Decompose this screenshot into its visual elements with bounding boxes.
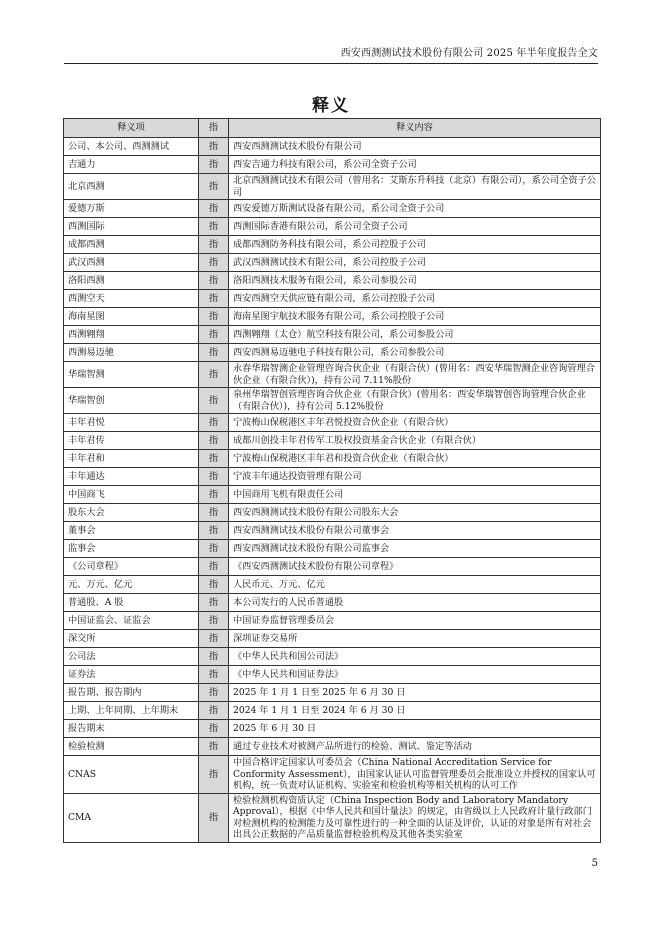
- table-row: [64, 522, 601, 540]
- definitions-table: [63, 118, 601, 843]
- zhi-cell: 指: [199, 720, 229, 738]
- table-row: [64, 540, 601, 558]
- term-cell: 《公司章程》: [64, 558, 199, 576]
- definition-cell: 《西安西测测试技术股份有限公司章程》: [229, 558, 601, 576]
- zhi-cell: 指: [199, 612, 229, 630]
- definition-cell: 西安吉通力科技有限公司，系公司全资子公司: [229, 156, 601, 174]
- term-cell: CMA: [64, 793, 199, 842]
- term-cell: 元、万元、亿元: [64, 576, 199, 594]
- definition-cell: 西安爱德万斯测试设备有限公司，系公司全资子公司: [229, 200, 601, 218]
- definition-cell: 宁波丰年通达投资管理有限公司: [229, 468, 601, 486]
- definition-cell: 中国证券监督管理委员会: [229, 612, 601, 630]
- zhi-cell: 指: [199, 432, 229, 450]
- definition-cell: 西安西测测试技术股份有限公司监事会: [229, 540, 601, 558]
- definition-cell: 海南星图宇航技术服务有限公司，系公司控股子公司: [229, 308, 601, 326]
- definition-cell: 永春华瑞智测企业管理咨询合伙企业（有限合伙）(曾用名：西安华瑞智测企业咨询管理合伙企业（有限合伙）)，持有公司 7.11%股份: [229, 362, 601, 388]
- term-cell: 丰年通达: [64, 468, 199, 486]
- table-row: [64, 648, 601, 666]
- zhi-cell: 指: [199, 576, 229, 594]
- table-row: [64, 702, 601, 720]
- term-cell: 监事会: [64, 540, 199, 558]
- term-cell: 报告期末: [64, 720, 199, 738]
- definition-cell: 成都川创投丰年君传军工股权投资基金合伙企业（有限合伙）: [229, 432, 601, 450]
- term-cell: 西测翱翔: [64, 326, 199, 344]
- definition-cell: 西测国际香港有限公司，系公司全资子公司: [229, 218, 601, 236]
- table-row: [64, 594, 601, 612]
- page-title: 释义: [312, 96, 350, 116]
- definition-cell: 洛阳西测技术服务有限公司，系公司参股公司: [229, 272, 601, 290]
- table-row: [64, 218, 601, 236]
- term-cell: 海南星图: [64, 308, 199, 326]
- zhi-cell: 指: [199, 666, 229, 684]
- zhi-cell: 指: [199, 702, 229, 720]
- zhi-cell: 指: [199, 272, 229, 290]
- zhi-cell: 指: [199, 254, 229, 272]
- definition-cell: 2025 年 6 月 30 日: [229, 720, 601, 738]
- column-header-term: 释义项: [64, 119, 199, 138]
- zhi-cell: 指: [199, 594, 229, 612]
- definition-cell: 宁波梅山保税港区丰年君和投资合伙企业（有限合伙）: [229, 450, 601, 468]
- report-header: 西安西测测试技术股份有限公司 2025 年半年度报告全文: [340, 48, 598, 59]
- term-cell: 爱德万斯: [64, 200, 199, 218]
- column-header-definition: 释义内容: [229, 119, 601, 138]
- term-cell: 公司法: [64, 648, 199, 666]
- table-row: [64, 138, 601, 156]
- term-cell: 西测易迈驰: [64, 344, 199, 362]
- table-row: [64, 450, 601, 468]
- definition-cell: 深圳证券交易所: [229, 630, 601, 648]
- definition-cell: 中国商用飞机有限责任公司: [229, 486, 601, 504]
- table-row: [64, 666, 601, 684]
- table-row: [64, 308, 601, 326]
- table-row: [64, 432, 601, 450]
- term-cell: 检验检测: [64, 738, 199, 756]
- term-cell: 公司、本公司、西测测试: [64, 138, 199, 156]
- table-row: [64, 200, 601, 218]
- table-row: [64, 738, 601, 756]
- definition-cell: 本公司发行的人民币普通股: [229, 594, 601, 612]
- term-cell: 丰年君传: [64, 432, 199, 450]
- column-header-zhi: 指: [199, 119, 229, 138]
- zhi-cell: 指: [199, 468, 229, 486]
- table-row: [64, 504, 601, 522]
- term-cell: 武汉西测: [64, 254, 199, 272]
- table-row: [64, 468, 601, 486]
- table-row: [64, 558, 601, 576]
- term-cell: 成都西测: [64, 236, 199, 254]
- zhi-cell: 指: [199, 236, 229, 254]
- zhi-cell: 指: [199, 522, 229, 540]
- term-cell: 普通股、A 股: [64, 594, 199, 612]
- definition-cell: 成都西测防务科技有限公司，系公司控股子公司: [229, 236, 601, 254]
- zhi-cell: 指: [199, 218, 229, 236]
- term-cell: 深交所: [64, 630, 199, 648]
- definition-cell: 2024 年 1 月 1 日至 2024 年 6 月 30 日: [229, 702, 601, 720]
- term-cell: 西测空天: [64, 290, 199, 308]
- zhi-cell: 指: [199, 756, 229, 794]
- table-row: [64, 344, 601, 362]
- term-cell: 西测国际: [64, 218, 199, 236]
- term-cell: 北京西测: [64, 174, 199, 200]
- zhi-cell: 指: [199, 362, 229, 388]
- zhi-cell: 指: [199, 738, 229, 756]
- definition-cell: 西安西测测试技术股份有限公司: [229, 138, 601, 156]
- table-row: [64, 156, 601, 174]
- table-row: [64, 236, 601, 254]
- table-row: [64, 326, 601, 344]
- zhi-cell: 指: [199, 450, 229, 468]
- term-cell: CNAS: [64, 756, 199, 794]
- definition-cell: 通过专业技术对被测产品所进行的检验、测试、鉴定等活动: [229, 738, 601, 756]
- definition-cell: 中国合格评定国家认可委员会（China National Accreditation Service for Conformity Assessment），由国家认证认可监督管理委员会批准设立并授权的国家认可机构，统一负责对认证机构、实验室和检验机构等相关机构的认可工作: [229, 756, 601, 794]
- header-divider: [64, 63, 598, 64]
- zhi-cell: 指: [199, 308, 229, 326]
- zhi-cell: 指: [199, 648, 229, 666]
- definition-cell: 人民币元、万元、亿元: [229, 576, 601, 594]
- term-cell: 丰年君悦: [64, 414, 199, 432]
- zhi-cell: 指: [199, 200, 229, 218]
- term-cell: 吉通力: [64, 156, 199, 174]
- table-row: [64, 756, 601, 794]
- table-row: [64, 576, 601, 594]
- term-cell: 证券法: [64, 666, 199, 684]
- term-cell: 华瑞智测: [64, 362, 199, 388]
- definition-cell: 《中华人民共和国证券法》: [229, 666, 601, 684]
- zhi-cell: 指: [199, 558, 229, 576]
- definition-cell: 西安西测易迈驰电子科技有限公司，系公司参股公司: [229, 344, 601, 362]
- term-cell: 丰年君和: [64, 450, 199, 468]
- definition-cell: 宁波梅山保税港区丰年君悦投资合伙企业（有限合伙）: [229, 414, 601, 432]
- definition-cell: 西安西测空天供应链有限公司，系公司控股子公司: [229, 290, 601, 308]
- zhi-cell: 指: [199, 793, 229, 842]
- table-row: [64, 414, 601, 432]
- definition-cell: 2025 年 1 月 1 日至 2025 年 6 月 30 日: [229, 684, 601, 702]
- term-cell: 华瑞智创: [64, 388, 199, 414]
- term-cell: 上期、上年同期、上年期末: [64, 702, 199, 720]
- page-number: 5: [591, 858, 598, 869]
- term-cell: 董事会: [64, 522, 199, 540]
- zhi-cell: 指: [199, 388, 229, 414]
- term-cell: 报告期、报告期内: [64, 684, 199, 702]
- table-row: [64, 684, 601, 702]
- zhi-cell: 指: [199, 156, 229, 174]
- table-row: [64, 388, 601, 414]
- zhi-cell: 指: [199, 290, 229, 308]
- definition-cell: 北京西测测试技术有限公司（曾用名：艾斯东升科技（北京）有限公司），系公司全资子公司: [229, 174, 601, 200]
- term-cell: 中国商飞: [64, 486, 199, 504]
- term-cell: 洛阳西测: [64, 272, 199, 290]
- zhi-cell: 指: [199, 540, 229, 558]
- zhi-cell: 指: [199, 344, 229, 362]
- definition-cell: 武汉西测测试技术有限公司，系公司控股子公司: [229, 254, 601, 272]
- term-cell: 中国证监会、证监会: [64, 612, 199, 630]
- table-row: [64, 720, 601, 738]
- definition-cell: 西安西测测试技术股份有限公司股东大会: [229, 504, 601, 522]
- zhi-cell: 指: [199, 326, 229, 344]
- table-row: [64, 290, 601, 308]
- zhi-cell: 指: [199, 414, 229, 432]
- zhi-cell: 指: [199, 138, 229, 156]
- table-header-row: [64, 119, 601, 138]
- table-row: [64, 630, 601, 648]
- table-row: [64, 174, 601, 200]
- table-row: [64, 612, 601, 630]
- table-row: [64, 254, 601, 272]
- zhi-cell: 指: [199, 630, 229, 648]
- table-row: [64, 793, 601, 842]
- zhi-cell: 指: [199, 486, 229, 504]
- term-cell: 股东大会: [64, 504, 199, 522]
- table-row: [64, 486, 601, 504]
- zhi-cell: 指: [199, 504, 229, 522]
- definition-cell: 检验检测机构资质认定（China Inspection Body and Laboratory Mandatory Approval），根据《中华人民共和国计量法》的规定，由省级以上人民政府计量行政部门对检测机构的检测能力及可靠性进行的一种全面的认证及评价，认证的对象是所有对社会出具公正数据的产品质量监督检验机构及其他各类实验室: [229, 793, 601, 842]
- zhi-cell: 指: [199, 684, 229, 702]
- table-row: [64, 362, 601, 388]
- definition-cell: 《中华人民共和国公司法》: [229, 648, 601, 666]
- zhi-cell: 指: [199, 174, 229, 200]
- table-row: [64, 272, 601, 290]
- definition-cell: 泉州华瑞智创管理咨询合伙企业（有限合伙）(曾用名：西安华瑞智创咨询管理合伙企业（有限合伙）)，持有公司 5.12%股份: [229, 388, 601, 414]
- definition-cell: 西测翱翔（太仓）航空科技有限公司，系公司参股公司: [229, 326, 601, 344]
- definition-cell: 西安西测测试技术股份有限公司董事会: [229, 522, 601, 540]
